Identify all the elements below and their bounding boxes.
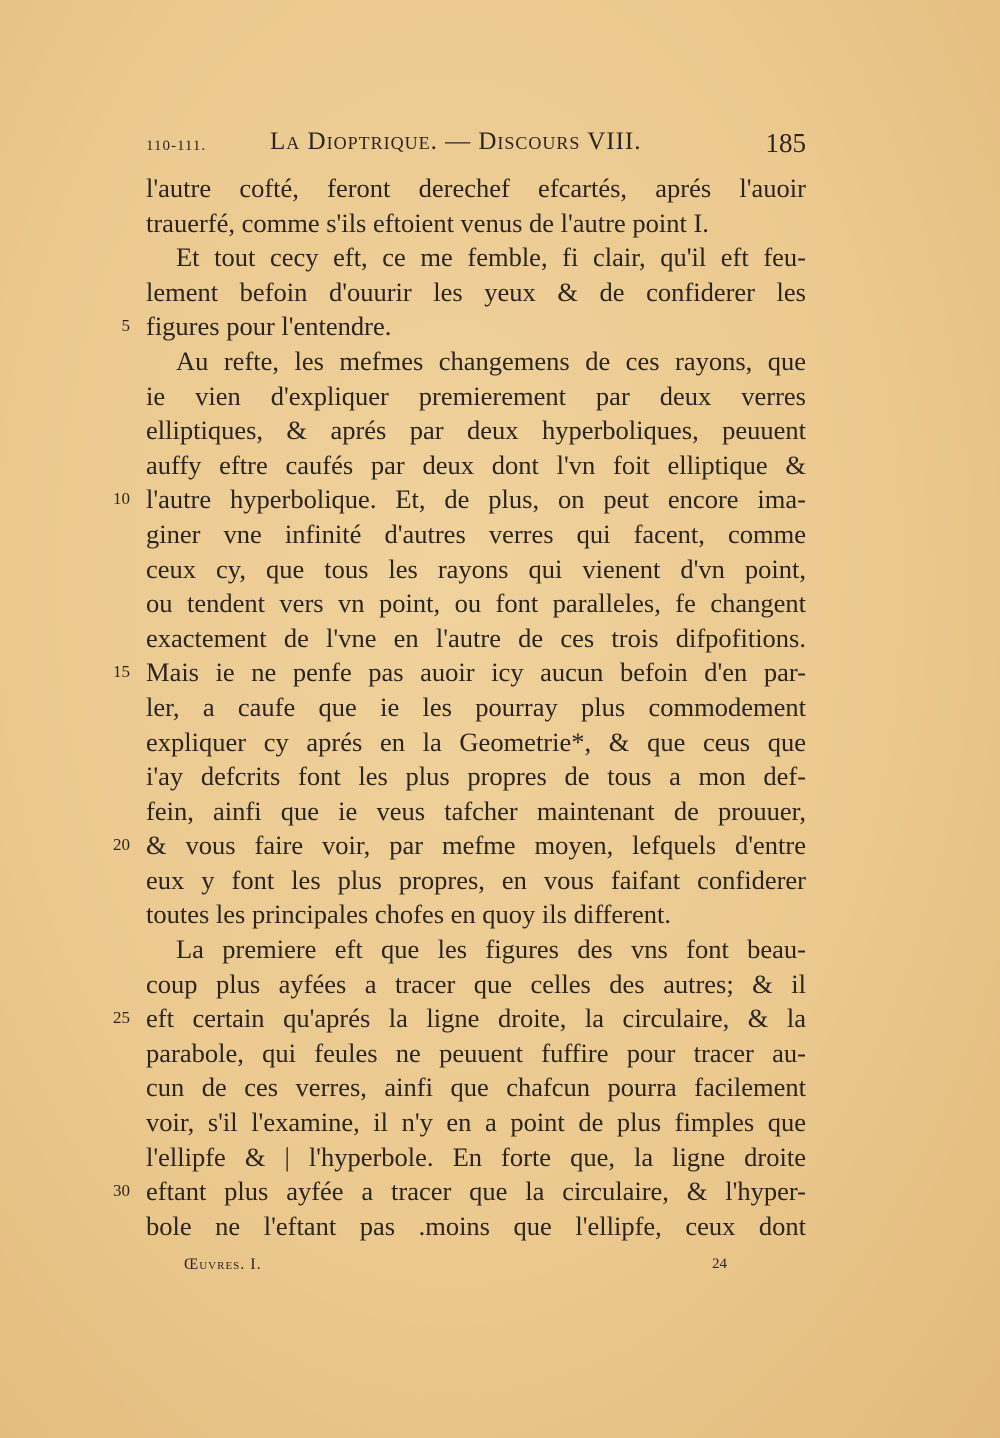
line-text: Au refte, les mefmes changemens de ces rayons, que: [176, 345, 806, 376]
body-text: [113, 171, 806, 1243]
text-line: [113, 655, 806, 690]
line-text: voir, s'il l'examine, il n'y en a point de plus fimples que: [146, 1107, 806, 1138]
line-number: 10: [113, 489, 130, 509]
line-text: ou tendent vers vn point, ou font paralleles, fe changent: [146, 588, 806, 619]
line-number: 5: [121, 316, 130, 336]
line-text: auffy eftre caufés par deux dont l'vn foit elliptique &: [146, 449, 806, 480]
text-line: [146, 586, 806, 621]
page-reference: 110-111.: [146, 138, 207, 154]
line-text: parabole, qui feules ne peuuent fuffire pour tracer au-: [146, 1037, 806, 1068]
text-line: [146, 725, 806, 760]
text-line: [146, 517, 806, 552]
line-text: ler, a caufe que ie les pourray plus commodement: [146, 691, 806, 722]
running-header: [146, 128, 806, 162]
line-text: trauerfé, comme s'ils eftoient venus de l'autre point I.: [146, 207, 709, 238]
text-line: [113, 1001, 806, 1036]
text-line: [146, 275, 806, 310]
text-line: [146, 1036, 806, 1071]
text-line: [146, 379, 806, 414]
line-text: l'ellipfe & | l'hyperbole. En forte que, la ligne droite: [146, 1141, 806, 1172]
line-text: ceux cy, que tous les rayons qui vienent d'vn point,: [146, 553, 806, 584]
text-line: [121, 309, 806, 344]
text-line: [146, 344, 806, 379]
page-footer: [146, 1256, 806, 1280]
line-text: eux y font les plus propres, en vous faifant confiderer: [146, 864, 806, 895]
text-line: [146, 448, 806, 483]
text-line: [146, 863, 806, 898]
line-text: Mais ie ne penfe pas auoir icy aucun befoin d'en par-: [146, 657, 806, 688]
line-text: eftant plus ayfée a tracer que la circulaire, & l'hyper-: [146, 1176, 806, 1207]
text-line: [146, 206, 806, 241]
text-line: [146, 552, 806, 587]
line-number: 20: [113, 835, 130, 855]
line-text: ie vien d'expliquer premierement par deux verres: [146, 380, 806, 411]
text-line: [146, 932, 806, 967]
line-text: l'autre hyperbolique. Et, de plus, on peut encore ima-: [146, 484, 806, 515]
text-line: [146, 621, 806, 656]
line-text: Et tout cecy eft, ce me femble, fi clair, qu'il eft feu-: [176, 242, 806, 273]
line-text: exactement de l'vne en l'autre de ces trois difpofitions.: [146, 622, 806, 653]
signature-mark: Œuvres. I.: [184, 1256, 262, 1273]
line-number: 30: [113, 1181, 130, 1201]
line-text: fein, ainfi que ie veus tafcher maintenant de prouuer,: [146, 795, 806, 826]
text-line: [146, 897, 806, 932]
text-line: [146, 1070, 806, 1105]
line-text: giner vne infinité d'autres verres qui facent, comme: [146, 518, 806, 549]
text-line: [146, 1140, 806, 1175]
line-text: La premiere eft que les figures des vns font beau-: [176, 934, 806, 965]
line-text: lement befoin d'ouurir les yeux & de confiderer les: [146, 276, 806, 307]
line-text: expliquer cy aprés en la Geometrie*, & que ceus que: [146, 726, 806, 757]
text-line: [146, 759, 806, 794]
line-number: 25: [113, 1008, 130, 1028]
sheet-number: 24: [712, 1256, 727, 1272]
text-line: [146, 171, 806, 206]
line-text: cun de ces verres, ainfi que chafcun pourra facilement: [146, 1072, 806, 1103]
line-text: elliptiques, & aprés par deux hyperboliques, peuuent: [146, 415, 806, 446]
text-line: [113, 828, 806, 863]
text-line: [113, 1174, 806, 1209]
text-line: [146, 1105, 806, 1140]
line-text: bole ne l'eftant pas .moins que l'ellipfe, ceux dont: [146, 1210, 806, 1241]
text-line: [146, 1209, 806, 1244]
running-title: La Dioptrique. — Discours VIII.: [270, 128, 642, 155]
text-line: [146, 413, 806, 448]
line-text: toutes les principales chofes en quoy ils different.: [146, 899, 671, 930]
page-number: 185: [765, 128, 806, 158]
line-text: eft certain qu'aprés la ligne droite, la circulaire, & la: [146, 1003, 806, 1034]
line-text: l'autre cofté, feront derechef efcartés, aprés l'auoir: [146, 173, 806, 203]
text-line: [146, 240, 806, 275]
line-text: figures pour l'entendre.: [146, 311, 392, 342]
text-line: [146, 794, 806, 829]
line-text: & vous faire voir, par mefme moyen, lefquels d'entre: [146, 830, 806, 861]
line-text: i'ay defcrits font les plus propres de tous a mon def-: [146, 761, 806, 792]
text-line: [113, 482, 806, 517]
text-line: [146, 690, 806, 725]
line-text: coup plus ayfées a tracer que celles des autres; & il: [146, 968, 806, 999]
text-line: [146, 967, 806, 1002]
line-number: 15: [113, 662, 130, 682]
